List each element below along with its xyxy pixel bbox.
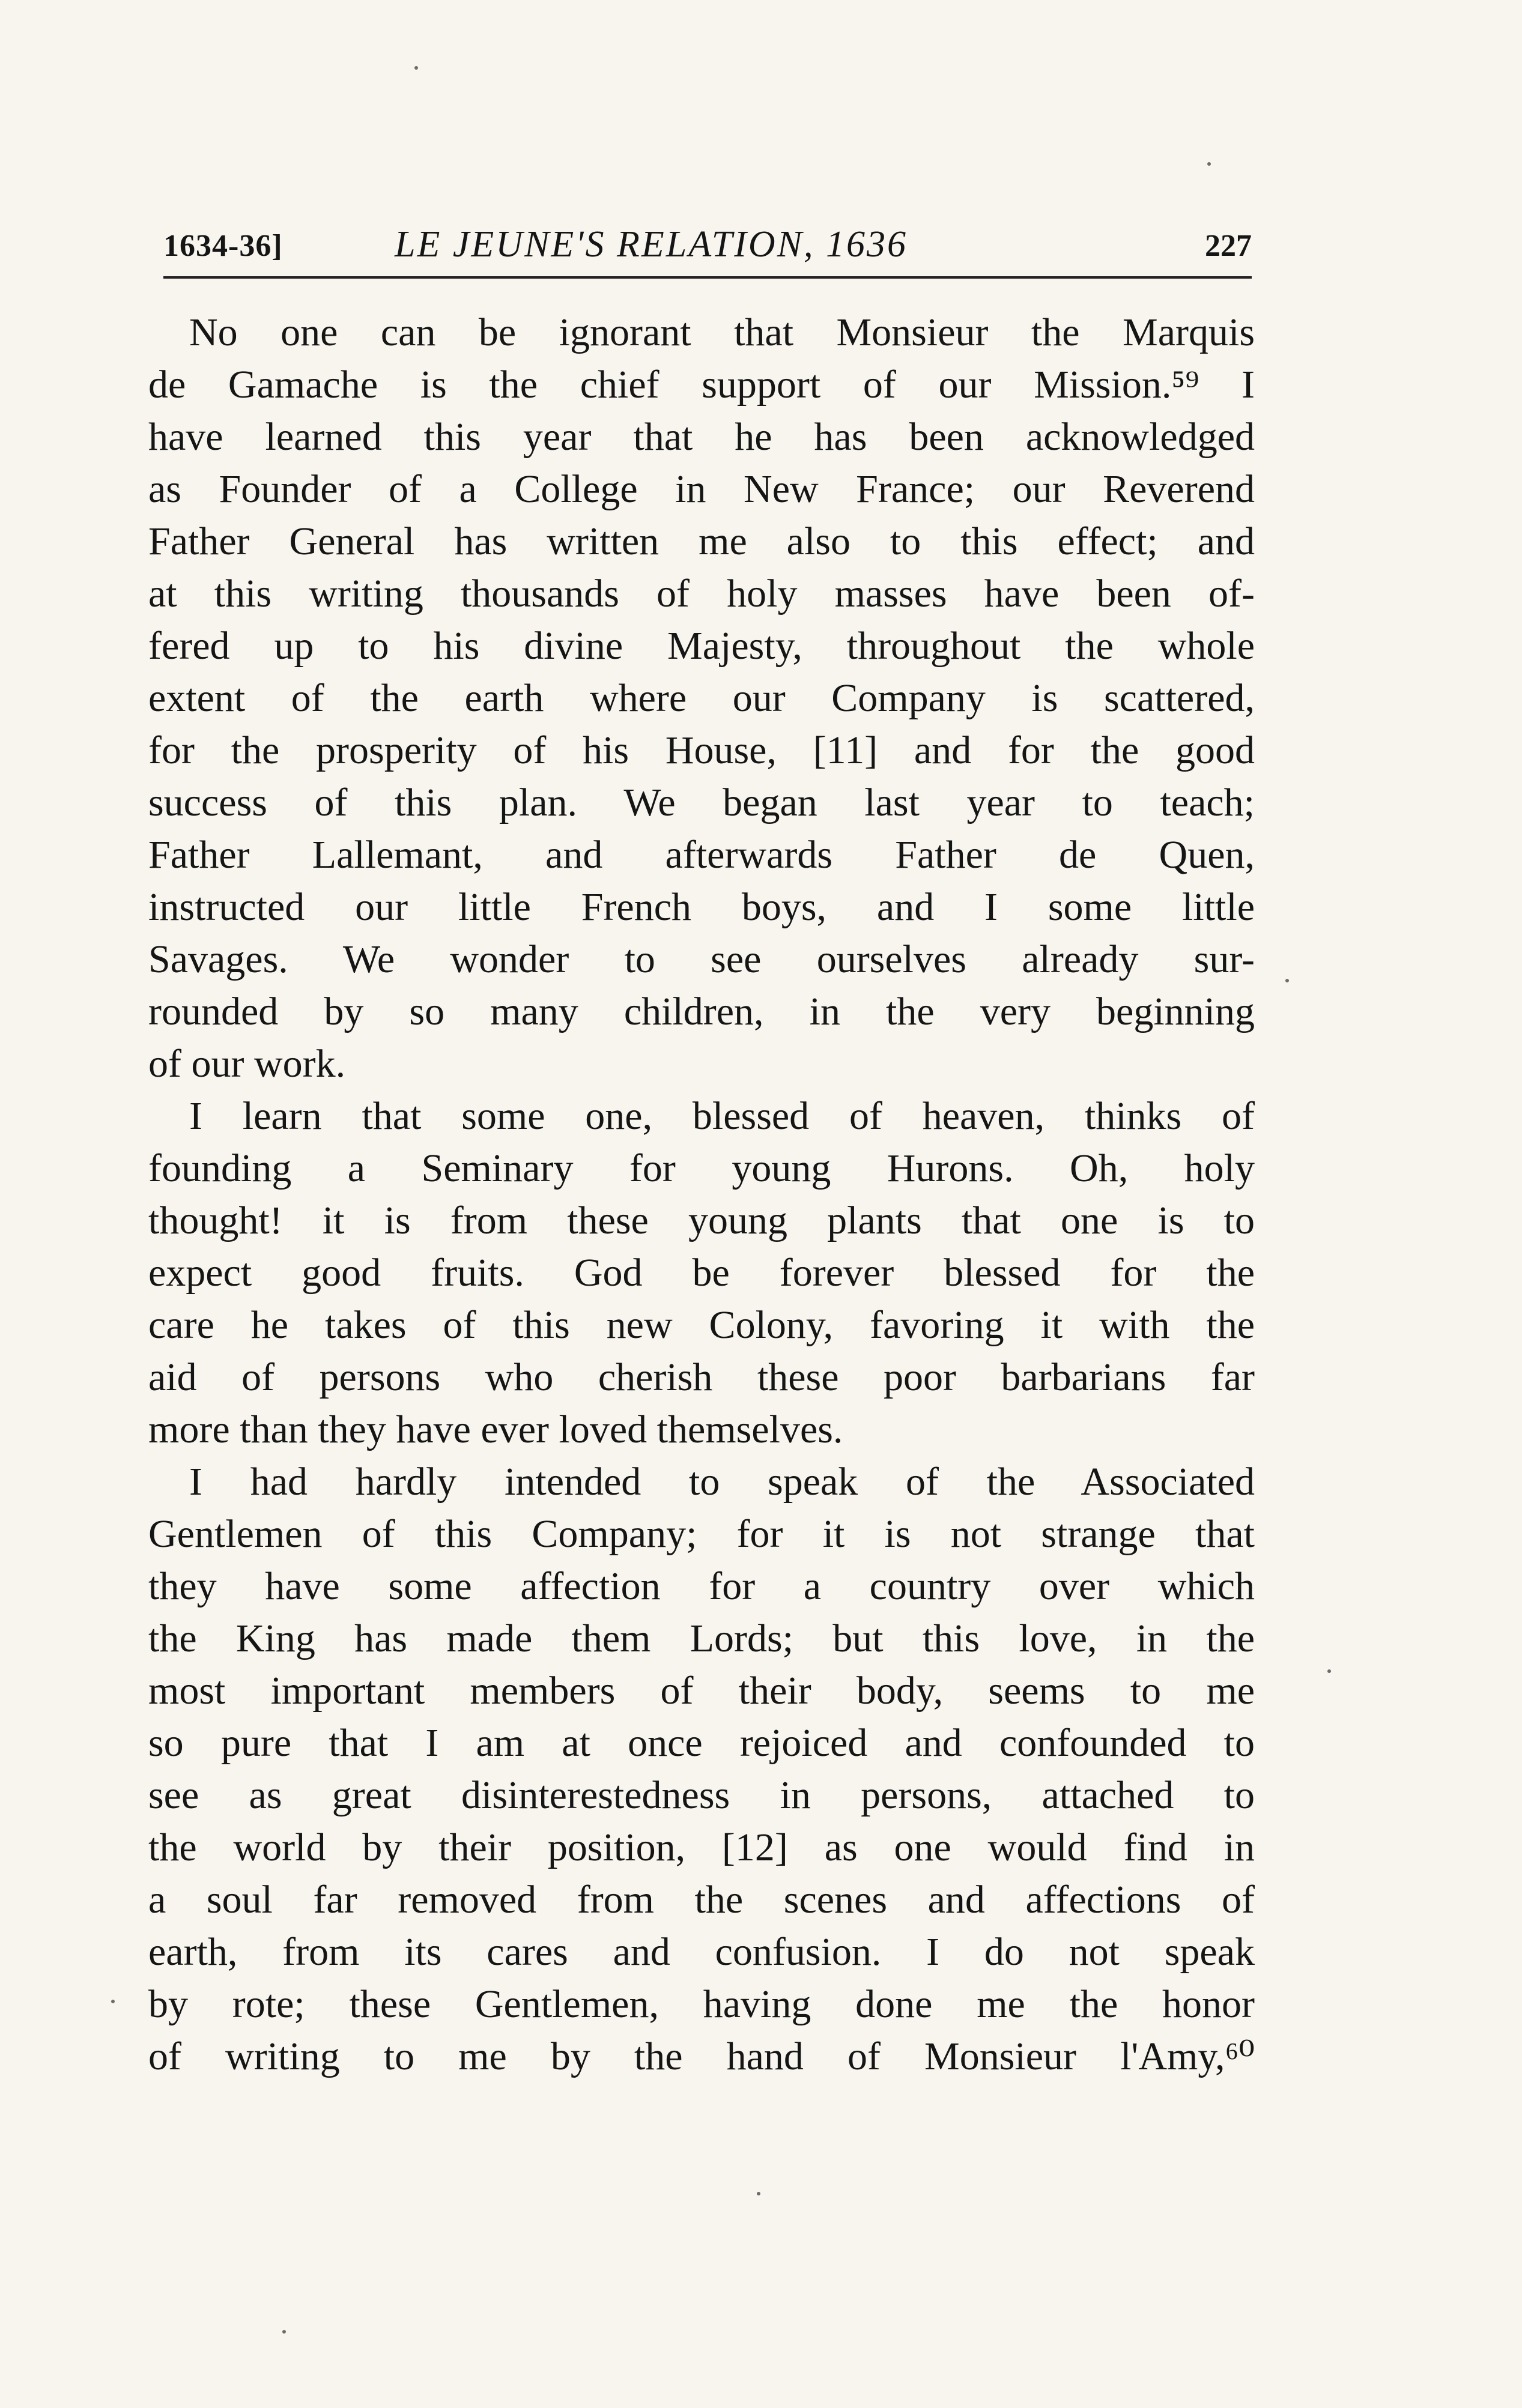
text-line: expect good fruits. God be forever blessed for the: [148, 1251, 1255, 1295]
text-line: Father General has written me also to this effect; and: [148, 519, 1255, 563]
text-line: they have some affection for a country over which: [148, 1564, 1255, 1608]
page-number: 227: [1205, 229, 1252, 263]
scan-speck: [1327, 1669, 1331, 1673]
text-line: for the prosperity of his House, [11] and for the good: [148, 728, 1255, 772]
scan-speck: [282, 2330, 286, 2334]
text-line: have learned this year that he has been acknowledged: [148, 415, 1255, 459]
scan-speck: [414, 66, 418, 70]
text-line: so pure that I am at once rejoiced and confounded to: [148, 1721, 1255, 1765]
body-text: [148, 306, 1255, 2083]
text-line: care he takes of this new Colony, favoring it with the: [148, 1303, 1255, 1347]
text-line: fered up to his divine Majesty, throughout the whole: [148, 624, 1255, 668]
text-line: the King has made them Lords; but this love, in the: [148, 1617, 1255, 1660]
scan-speck: [1207, 162, 1211, 166]
text-line: Gentlemen of this Company; for it is not strange that: [148, 1512, 1255, 1556]
text-line: I learn that some one, blessed of heaven, thinks of: [189, 1094, 1255, 1138]
text-line: instructed our little French boys, and I some little: [148, 885, 1255, 929]
text-line: at this writing thousands of holy masses have been of-: [148, 572, 1255, 616]
paragraph-3: [148, 1456, 1255, 2083]
text-line: success of this plan. We began last year to teach;: [148, 781, 1255, 824]
text-line: No one can be ignorant that Monsieur the Marquis: [189, 310, 1255, 354]
text-line: a soul far removed from the scenes and affections of: [148, 1878, 1255, 1922]
text-line: earth, from its cares and confusion. I do not speak: [148, 1930, 1255, 1974]
text-line: Savages. We wonder to see ourselves already sur-: [148, 937, 1255, 981]
text-line: thought! it is from these young plants that one is to: [148, 1199, 1255, 1242]
scan-speck: [111, 2000, 115, 2003]
text-line: rounded by so many children, in the very beginning: [148, 990, 1255, 1033]
text-line: as Founder of a College in New France; our Reverend: [148, 467, 1255, 511]
scan-speck: [757, 2192, 760, 2195]
text-line: of writing to me by the hand of Monsieur l'Amy,⁶⁰: [148, 2034, 1255, 2078]
scan-speck: [1285, 979, 1289, 982]
paragraph-2: [148, 1090, 1255, 1456]
header-title: LE JEUNE'S RELATION, 1636: [395, 224, 908, 265]
text-line: more than they have ever loved themselves.: [148, 1408, 843, 1451]
text-line: aid of persons who cherish these poor barbarians far: [148, 1355, 1255, 1399]
text-line: by rote; these Gentlemen, having done me the honor: [148, 1982, 1255, 2026]
text-line: the world by their position, [12] as one would find in: [148, 1826, 1255, 1869]
text-line: of our work.: [148, 1042, 346, 1086]
text-line: Father Lallemant, and afterwards Father de Quen,: [148, 833, 1255, 877]
text-line: de Gamache is the chief support of our Mission.⁵⁹ I: [148, 363, 1255, 407]
text-line: see as great disinterestedness in persons, attached to: [148, 1773, 1255, 1817]
text-line: most important members of their body, seems to me: [148, 1669, 1255, 1713]
header-years: 1634-36]: [163, 229, 283, 263]
paragraph-1: [148, 306, 1255, 1090]
running-head: [163, 217, 1252, 271]
text-line: extent of the earth where our Company is scattered,: [148, 676, 1255, 720]
text-line: founding a Seminary for young Hurons. Oh, holy: [148, 1146, 1255, 1190]
header-rule: [163, 276, 1252, 279]
text-line: I had hardly intended to speak of the Associated: [189, 1460, 1255, 1504]
